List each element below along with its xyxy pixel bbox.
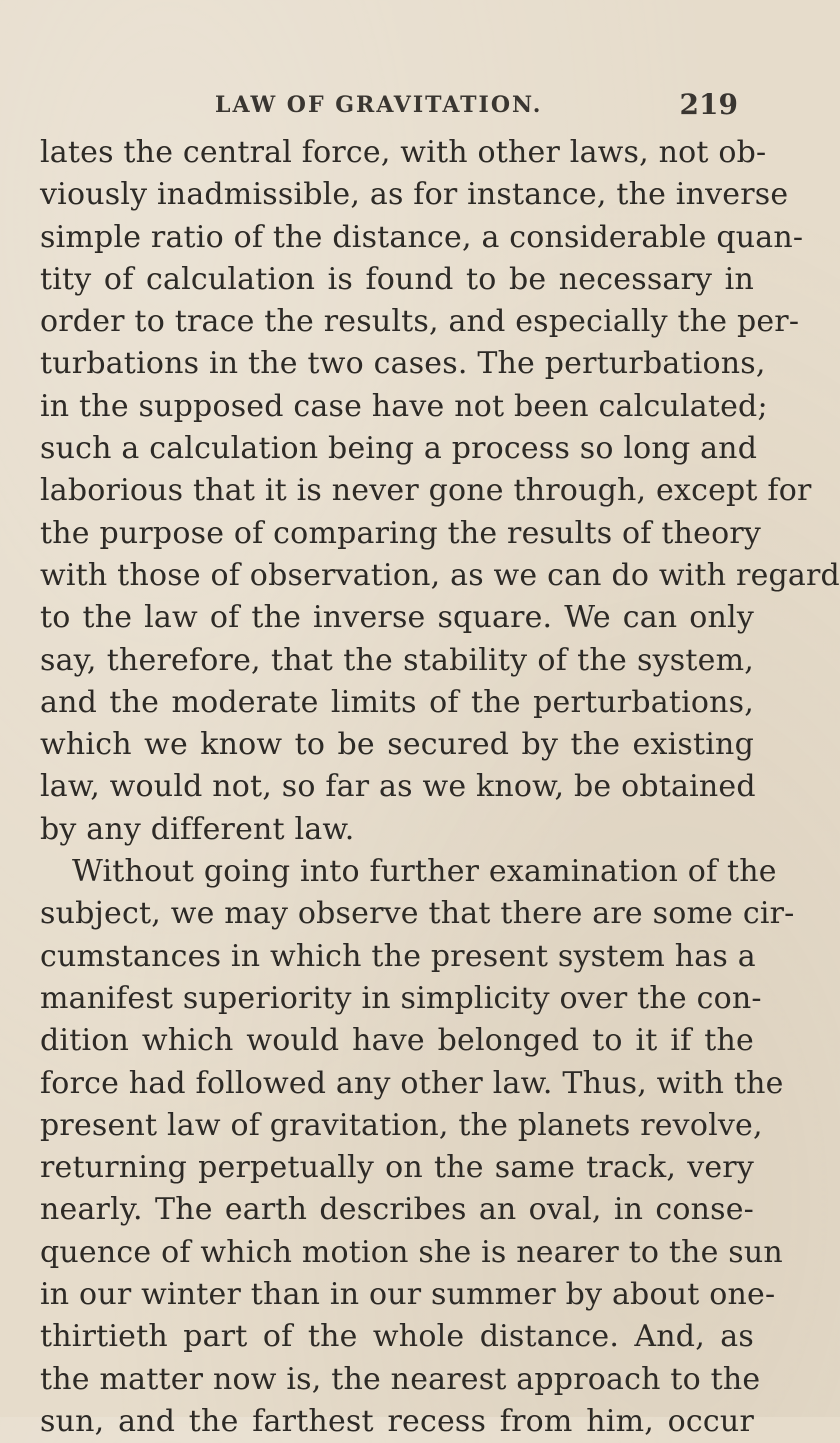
text-line: law, would not, so far as we know, be obtained <box>40 769 756 805</box>
text-line: tity of calculation is found to be necessary in <box>40 261 754 297</box>
text-line: lates the central force, with other laws, not ob- <box>40 135 767 170</box>
text-line: simple ratio of the distance, a considerable quan- <box>40 219 804 255</box>
text-line: dition which would have belonged to it if the <box>40 1023 754 1059</box>
text-line: sun, and the farthest recess from him, occur <box>40 1403 754 1439</box>
text-line: the purpose of comparing the results of theory <box>40 515 762 551</box>
page-number: 219 <box>679 88 738 121</box>
text-line: such a calculation being a process so long and <box>40 431 758 467</box>
text-line: force had followed any other law. Thus, with the <box>40 1065 784 1101</box>
body-text <box>40 132 840 1443</box>
text-line: quence of which motion she is nearer to the sun <box>40 1234 783 1270</box>
text-line: cumstances in which the present system has a <box>40 938 756 974</box>
text-line: returning perpetually on the same track, very <box>40 1150 754 1186</box>
text-line: subject, we may observe that there are some cir- <box>40 896 795 932</box>
text-line: thirtieth part of the whole distance. And, as <box>40 1319 754 1355</box>
text-line: viously inadmissible, as for instance, the inverse <box>40 177 789 213</box>
text-line: present law of gravitation, the planets revolve, <box>40 1107 763 1143</box>
text-line: turbations in the two cases. The perturbations, <box>40 346 766 382</box>
text-line: and the moderate limits of the perturbations, <box>40 684 754 720</box>
text-line: order to trace the results, and especially the per- <box>40 304 800 340</box>
running-header <box>0 88 800 128</box>
text-line: with those of observation, as we can do with regard <box>40 557 840 593</box>
text-line: to the law of the inverse square. We can only <box>40 600 754 636</box>
text-line: laborious that it is never gone through, except for <box>40 473 812 509</box>
text-line: which we know to be secured by the existing <box>40 727 754 763</box>
paragraph-end-line: by any different law. <box>40 811 355 847</box>
text-line: in the supposed case have not been calculated; <box>40 388 768 424</box>
text-line: say, therefore, that the stability of the system, <box>40 642 754 678</box>
text-line: the matter now is, the nearest approach to the <box>40 1361 761 1397</box>
running-title: LAW OF GRAVITATION. <box>215 92 543 118</box>
paragraph-start-line: Without going into further examination of the <box>72 854 777 890</box>
text-line: nearly. The earth describes an oval, in conse- <box>40 1192 754 1228</box>
text-line: manifest superiority in simplicity over the con- <box>40 980 762 1016</box>
text-line: in our winter than in our summer by about one- <box>40 1277 776 1313</box>
